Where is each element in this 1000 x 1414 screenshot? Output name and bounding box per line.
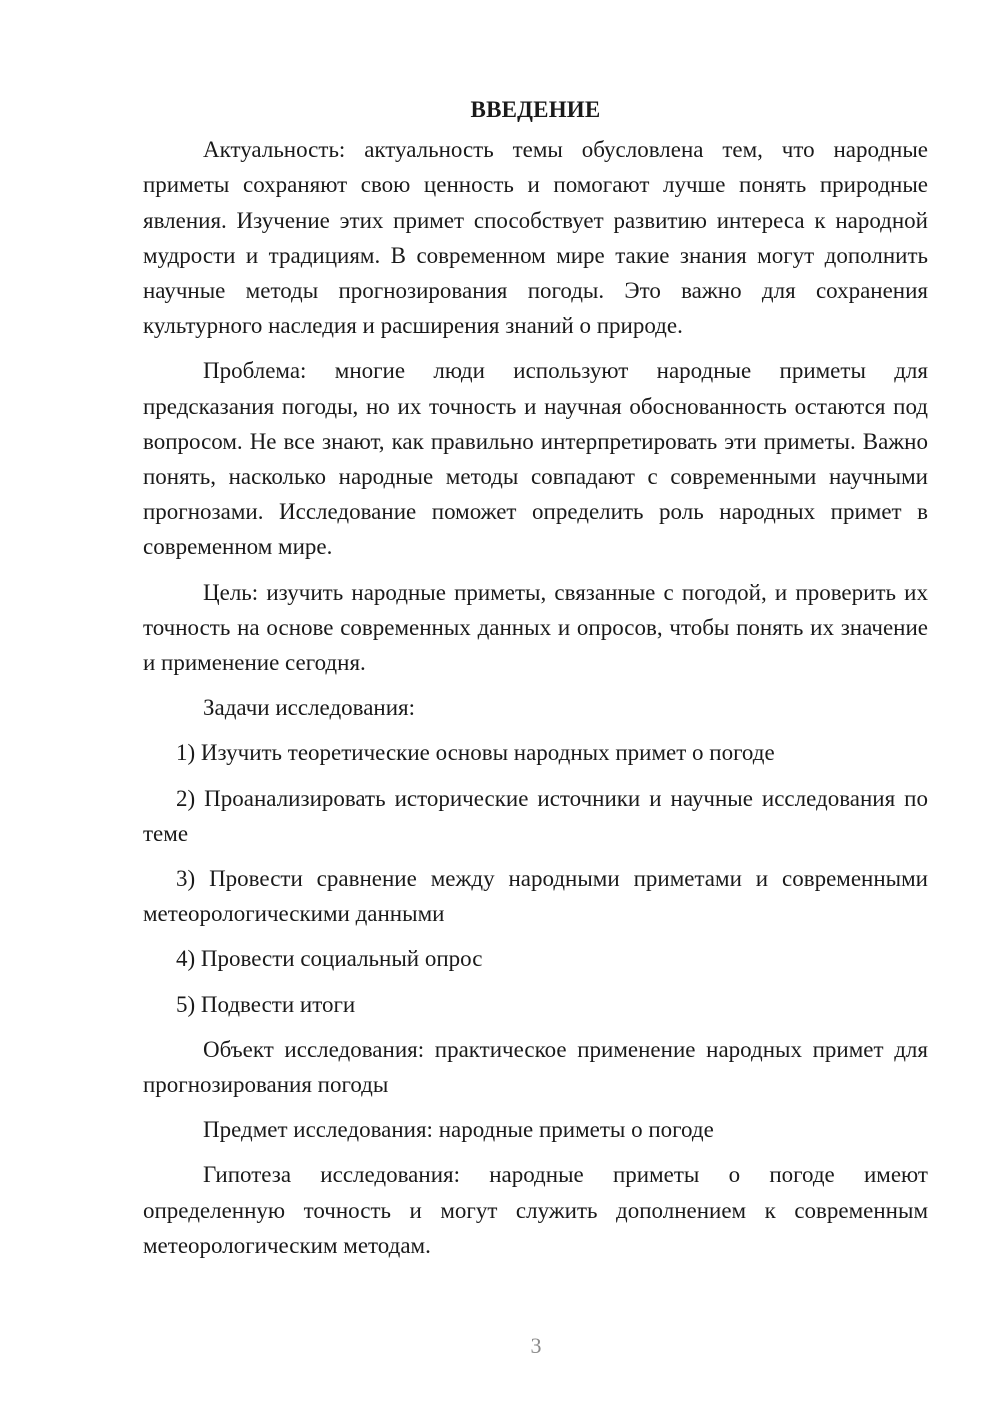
paragraph-subject: Предмет исследования: народные приметы о погоде [203,1117,714,1143]
page-content [143,92,928,1273]
paragraph-hypothesis: Гипотеза исследования: народные приметы о погоде имеют определенную точность и могут служить дополнением к современным метеорологическим методам. [143,1162,928,1258]
section-heading: ВВЕДЕНИЕ [470,97,601,122]
task-item: 4) Провести социальный опрос [176,946,483,972]
task-item: 2) Проанализировать исторические источники и научные исследования по теме [143,785,928,846]
tasks-title: Задачи исследования: [203,695,416,721]
paragraph-problem: Проблема: многие люди используют народные приметы для предсказания погоды, но их точность и научная обоснованность остаются под вопросом. Не все знают, как правильно интерпретировать эти приметы. Важно понять, насколько народные методы совпадают с современными научными прогнозами. Исследование поможет определить роль народных примет в современном мире. [143,358,928,560]
task-item: 1) Изучить теоретические основы народных примет о погоде [176,740,775,766]
task-item: 5) Подвести итоги [176,991,356,1017]
page-number: 3 [530,1333,542,1358]
paragraph-object: Объект исследования: практическое применение народных примет для прогнозирования погоды [143,1036,928,1098]
paragraph-goal: Цель: изучить народные приметы, связанные с погодой, и проверить их точность на основе современных данных и опросов, чтобы понять их значение и применение сегодня. [143,579,928,676]
task-item: 3) Провести сравнение между народными приметами и современными метеорологическими данными [143,866,928,927]
paragraph-relevance: Актуальность: актуальность темы обусловлена тем, что народные приметы сохраняют свою ценность и помогают лучше понять природные явления. Изучение этих примет способствует развитию интереса к народной мудрости и традициям. В современном мире такие знания могут дополнить научные методы прогнозирования погоды. Это важно для сохранения культурного наследия и расширения знаний о природе. [143,137,928,339]
